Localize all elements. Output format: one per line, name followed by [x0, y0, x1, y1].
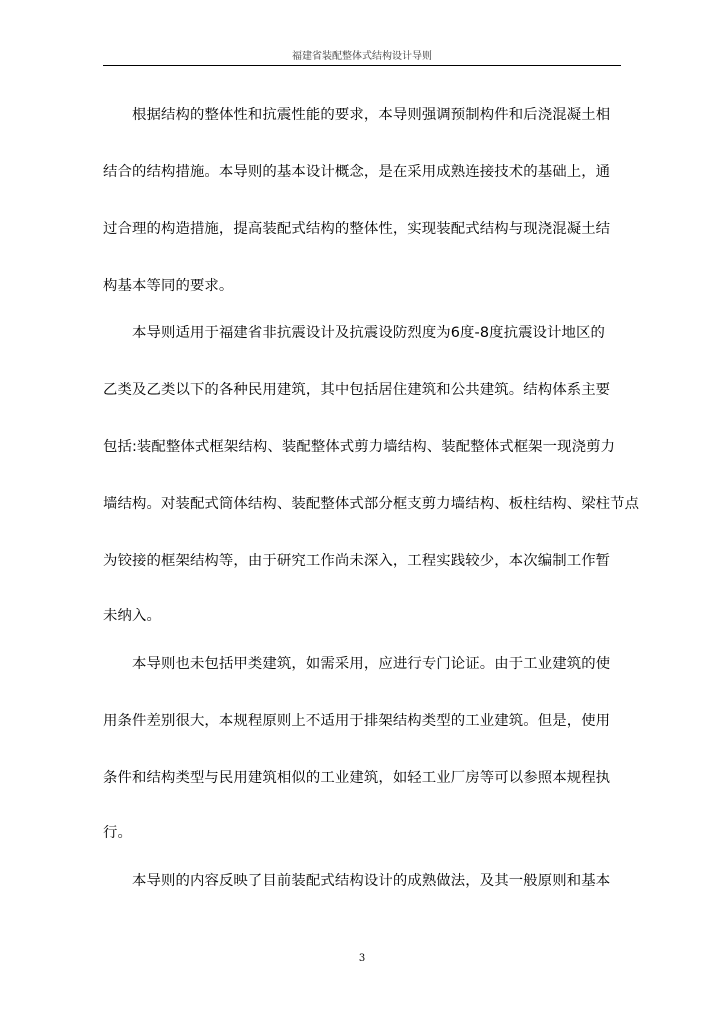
- paragraph-2-line-5: 为铰接的框架结构等，由于研究工作尚未深入，工程实践较少，本次编制工作暂: [103, 553, 611, 569]
- paragraph-1-line-4: 构基本等同的要求。: [103, 278, 234, 294]
- paragraph-3-line-1: 本导则也未包括甲类建筑，如需采用，应进行专门论证。由于工业建筑的使: [132, 656, 611, 672]
- header-divider: [103, 65, 621, 66]
- paragraph-2-line-4: 墙结构。对装配式筒体结构、装配整体式部分框支剪力墙结构、板柱结构、梁柱节点: [103, 496, 640, 512]
- paragraph-3-line-4: 行。: [103, 825, 132, 841]
- paragraph-2-line-6: 未纳入。: [103, 608, 161, 624]
- paragraph-1-line-3: 过合理的构造措施，提高装配式结构的整体性，实现装配式结构与现浇混凝土结: [103, 221, 611, 237]
- page-header-title: 福建省装配整体式结构设计导则: [292, 51, 432, 62]
- paragraph-2-line-1: 本导则适用于福建省非抗震设计及抗震设防烈度为6度-8度抗震设计地区的: [132, 325, 606, 341]
- paragraph-4-line-1: 本导则的内容反映了目前装配式结构设计的成熟做法，及其一般原则和基本: [132, 873, 611, 889]
- paragraph-3-line-3: 条件和结构类型与民用建筑相似的工业建筑，如轻工业厂房等可以参照本规程执: [103, 770, 611, 786]
- paragraph-1-line-2: 结合的结构措施。本导则的基本设计概念，是在采用成熟连接技术的基础上，通: [103, 164, 611, 180]
- paragraph-2-line-2: 乙类及乙类以下的各种民用建筑，其中包括居住建筑和公共建筑。结构体系主要: [103, 382, 611, 398]
- page-number: 3: [358, 953, 366, 964]
- paragraph-1-line-1: 根据结构的整体性和抗震性能的要求，本导则强调预制构件和后浇混凝土相: [132, 107, 611, 123]
- paragraph-3-line-2: 用条件差别很大，本规程原则上不适用于排架结构类型的工业建筑。但是，使用: [103, 713, 611, 729]
- paragraph-2-line-3: 包括:装配整体式框架结构、装配整体式剪力墙结构、装配整体式框架一现浇剪力: [103, 439, 616, 455]
